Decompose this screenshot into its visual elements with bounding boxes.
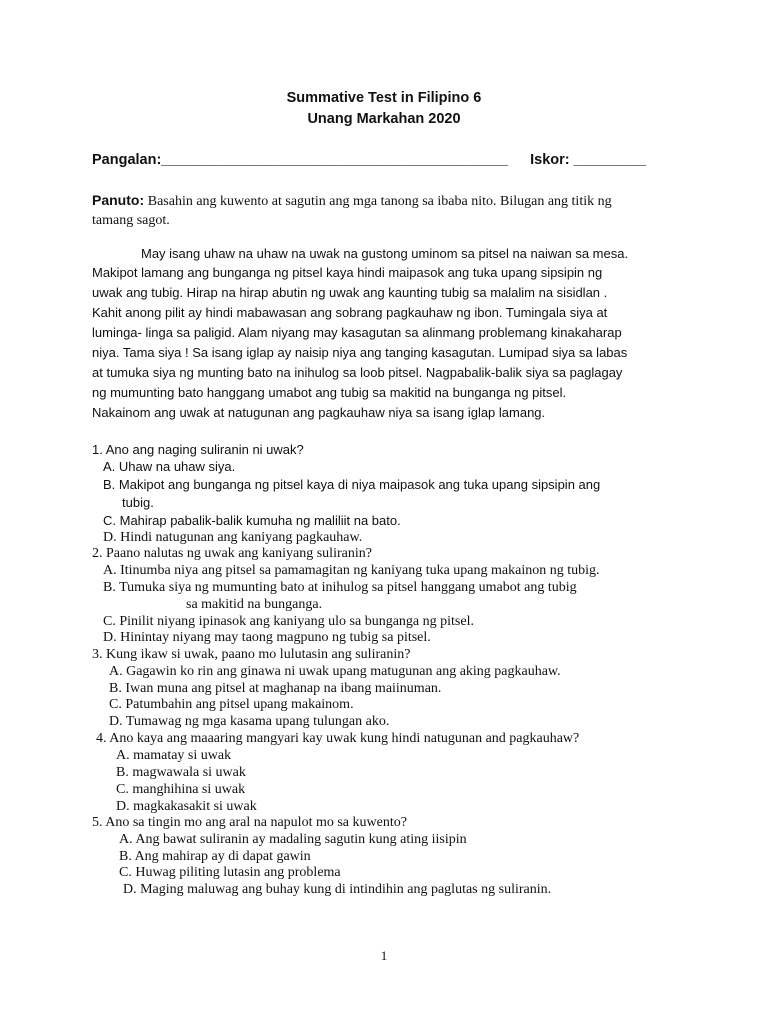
question-2: 2. Paano nalutas ng uwak ang kaniyang suliranin? — [92, 546, 372, 561]
instructions-label: Panuto: — [92, 192, 145, 208]
story-line: at tumuka siya ng munting bato na inihulog sa loob pitsel. Nagpabalik-balik siya sa paglagay — [92, 365, 623, 380]
instructions-line-1: Basahin ang kuwento at sagutin ang mga tanong sa ibaba nito. Bilugan ang titik ng — [147, 194, 612, 209]
question-4: 4. Ano kaya ang maaaring mangyari kay uwak kung hindi natugunan and pagkauhaw? — [96, 731, 580, 746]
instructions — [92, 192, 674, 210]
choice-2b[interactable]: B. Tumuka siya ng mumunting bato at inihulog sa pitsel hanggang umabot ang tubig — [103, 580, 577, 595]
story-line: Makipot lamang ang bunganga ng pitsel kaya hindi maipasok ang tuka upang sipsipin ng — [92, 265, 603, 280]
story-line: luminga- linga sa paligid. Alam niyang may kasagutan sa alinmang problemang kinakaharap — [92, 325, 622, 340]
question-5: 5. Ano sa tingin mo ang aral na napulot mo sa kuwento? — [92, 815, 407, 830]
name-label: Pangalan: — [92, 152, 162, 168]
choice-5b[interactable]: B. Ang mahirap ay di dapat gawin — [119, 849, 311, 864]
score-label: Iskor: — [530, 152, 570, 168]
story-line: uwak ang tubig. Hirap na hirap abutin ng uwak ang kaunting tubig sa malalim na sisidlan . — [92, 285, 608, 300]
choice-2c[interactable]: C. Pinilit niyang ipinasok ang kaniyang ulo sa bunganga ng pitsel. — [103, 614, 474, 629]
choice-2d[interactable]: D. Hinintay niyang may taong magpuno ng tubig sa pitsel. — [103, 630, 431, 645]
choice-1c[interactable]: C. Mahirap pabalik-balik kumuha ng maliliit na bato. — [103, 513, 401, 528]
story-line: ng mumunting bato hanggang umabot ang tubig sa makitid na bunganga ng pitsel. — [92, 385, 567, 400]
question-3: 3. Kung ikaw si uwak, paano mo lulutasin ang suliranin? — [92, 647, 411, 662]
choice-1a[interactable]: A. Uhaw na uhaw siya. — [103, 459, 236, 474]
choice-4b[interactable]: B. magwawala si uwak — [116, 765, 246, 780]
choice-3c[interactable]: C. Patumbahin ang pitsel upang makainom. — [109, 697, 354, 712]
choice-5a[interactable]: A. Ang bawat suliranin ay madaling sagutin kung ating iisipin — [119, 832, 467, 847]
choice-1b[interactable]: B. Makipot ang bunganga ng pitsel kaya di niya maipasok ang tuka upang sipsipin ang — [103, 477, 601, 492]
choice-2a[interactable]: A. Itinumba niya ang pitsel sa pamamagitan ng kaniyang tuka upang makainon ng tubig. — [103, 563, 600, 578]
question-1: 1. Ano ang naging suliranin ni uwak? — [92, 442, 304, 457]
story-line: Kahit anong pilit ay hindi mabawasan ang sobrang pagkauhaw ng ibon. Tumingala siya at — [92, 305, 608, 320]
choice-4d[interactable]: D. magkakasakit si uwak — [116, 799, 257, 814]
choice-3b[interactable]: B. Iwan muna ang pitsel at maghanap na ibang maiinuman. — [109, 681, 442, 696]
story-line: Nakainom ang uwak at natugunan ang pagkauhaw niya sa isang iglap lamang. — [92, 405, 546, 420]
choice-4c[interactable]: C. manghihina si uwak — [116, 782, 246, 797]
document-title: Summative Test in Filipino 6 — [286, 90, 482, 106]
name-blank[interactable]: ___________________________________________ — [161, 152, 509, 168]
score-blank[interactable]: _________ — [573, 152, 647, 168]
choice-2b-cont: sa makitid na bunganga. — [186, 597, 323, 612]
story-line: niya. Tama siya ! Sa isang iglap ay naisip niya ang tanging kasagutan. Lumipad siya sa labas — [92, 345, 628, 360]
choice-3d[interactable]: D. Tumawag ng mga kasama upang tulungan ako. — [109, 714, 390, 729]
choice-1b-cont: tubig. — [122, 495, 154, 510]
choice-1d[interactable]: D. Hindi natugunan ang kaniyang pagkauhaw. — [103, 530, 363, 545]
choice-5c[interactable]: C. Huwag piliting lutasin ang problema — [119, 865, 341, 880]
choice-3a[interactable]: A. Gagawin ko rin ang ginawa ni uwak upang matugunan ang aking pagkauhaw. — [109, 664, 561, 679]
choice-5d[interactable]: D. Maging maluwag ang buhay kung di intindihin ang paglutas ng suliranin. — [123, 882, 552, 897]
name-field-row — [92, 152, 646, 168]
story-line: May isang uhaw na uhaw na uwak na gustong uminom sa pitsel na naiwan sa mesa. — [141, 246, 629, 261]
instructions-line-2: tamang sagot. — [92, 213, 170, 228]
choice-4a[interactable]: A. mamatay si uwak — [116, 748, 232, 763]
page-number: 1 — [380, 948, 388, 963]
document-subtitle: Unang Markahan 2020 — [307, 111, 461, 127]
